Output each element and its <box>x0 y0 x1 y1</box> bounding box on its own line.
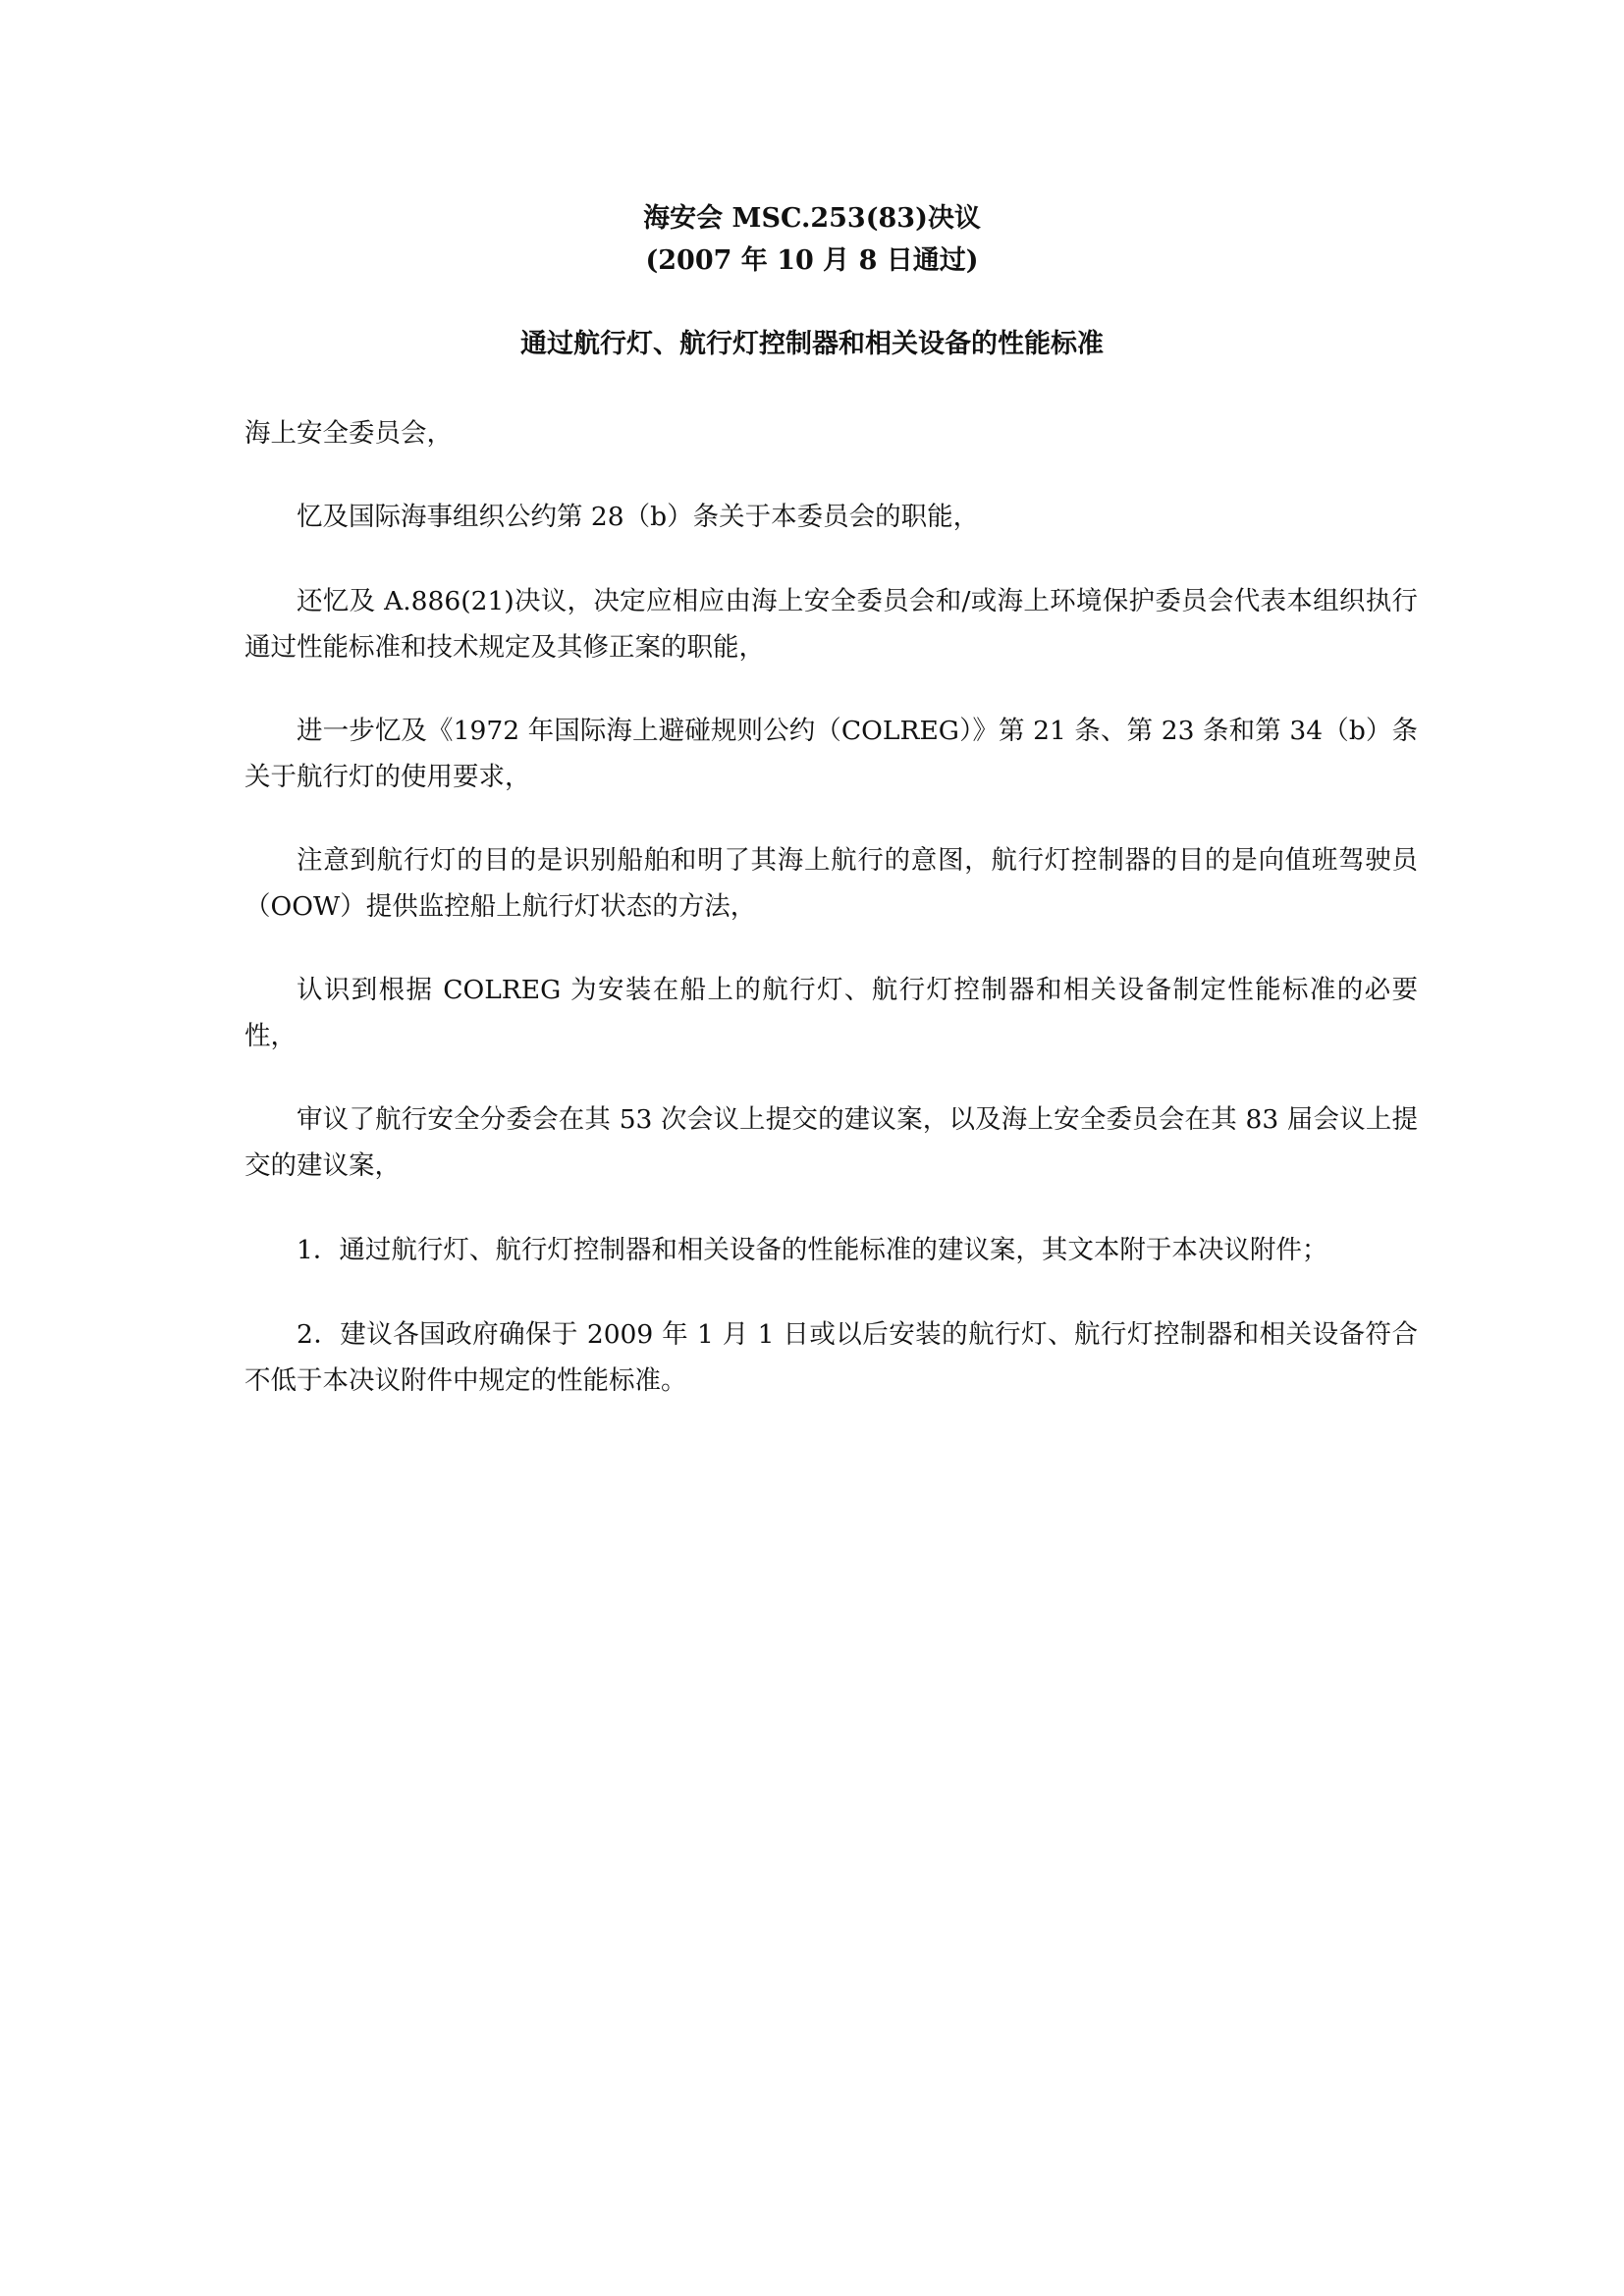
recital-paragraph: 忆及国际海事组织公约第 28（b）条关于本委员会的职能， <box>297 502 980 532</box>
recital-paragraph: 审议了航行安全分委会在其 53 次会议上提交的建议案，以及海上安全委员会在其 83 届会议上提交的建议案， <box>244 1104 1418 1181</box>
operative-paragraph: 2．建议各国政府确保于 2009 年 1 月 1 日或以后安装的航行灯、航行灯控制器和相关设备符合不低于本决议附件中规定的性能标准。 <box>244 1319 1418 1396</box>
operative-paragraph: 1．通过航行灯、航行灯控制器和相关设备的性能标准的建议案，其文本附于本决议附件； <box>297 1235 1328 1265</box>
recital-paragraph: 注意到航行灯的目的是识别船舶和明了其海上航行的意图，航行灯控制器的目的是向值班驾驶员（OOW）提供监控船上航行灯状态的方法， <box>244 845 1418 922</box>
resolution-title: 海安会 MSC.253(83)决议 <box>643 203 981 234</box>
adoption-date: (2007 年 10 月 8 日通过) <box>645 245 979 276</box>
recital-paragraph: 还忆及 A.886(21)决议，决定应相应由海上安全委员会和/或海上环境保护委员会代表本组织执行通过性能标准和技术规定及其修正案的职能， <box>244 586 1418 663</box>
committee-name: 海上安全委员会， <box>244 418 453 449</box>
recital-paragraph: 认识到根据 COLREG 为安装在船上的航行灯、航行灯控制器和相关设备制定性能标准的必要性， <box>244 975 1418 1051</box>
resolution-subject: 通过航行灯、航行灯控制器和相关设备的性能标准 <box>520 329 1104 359</box>
recital-paragraph: 进一步忆及《1972 年国际海上避碰规则公约（COLREG）》第 21 条、第 23 条和第 34（b）条关于航行灯的使用要求， <box>244 716 1418 792</box>
